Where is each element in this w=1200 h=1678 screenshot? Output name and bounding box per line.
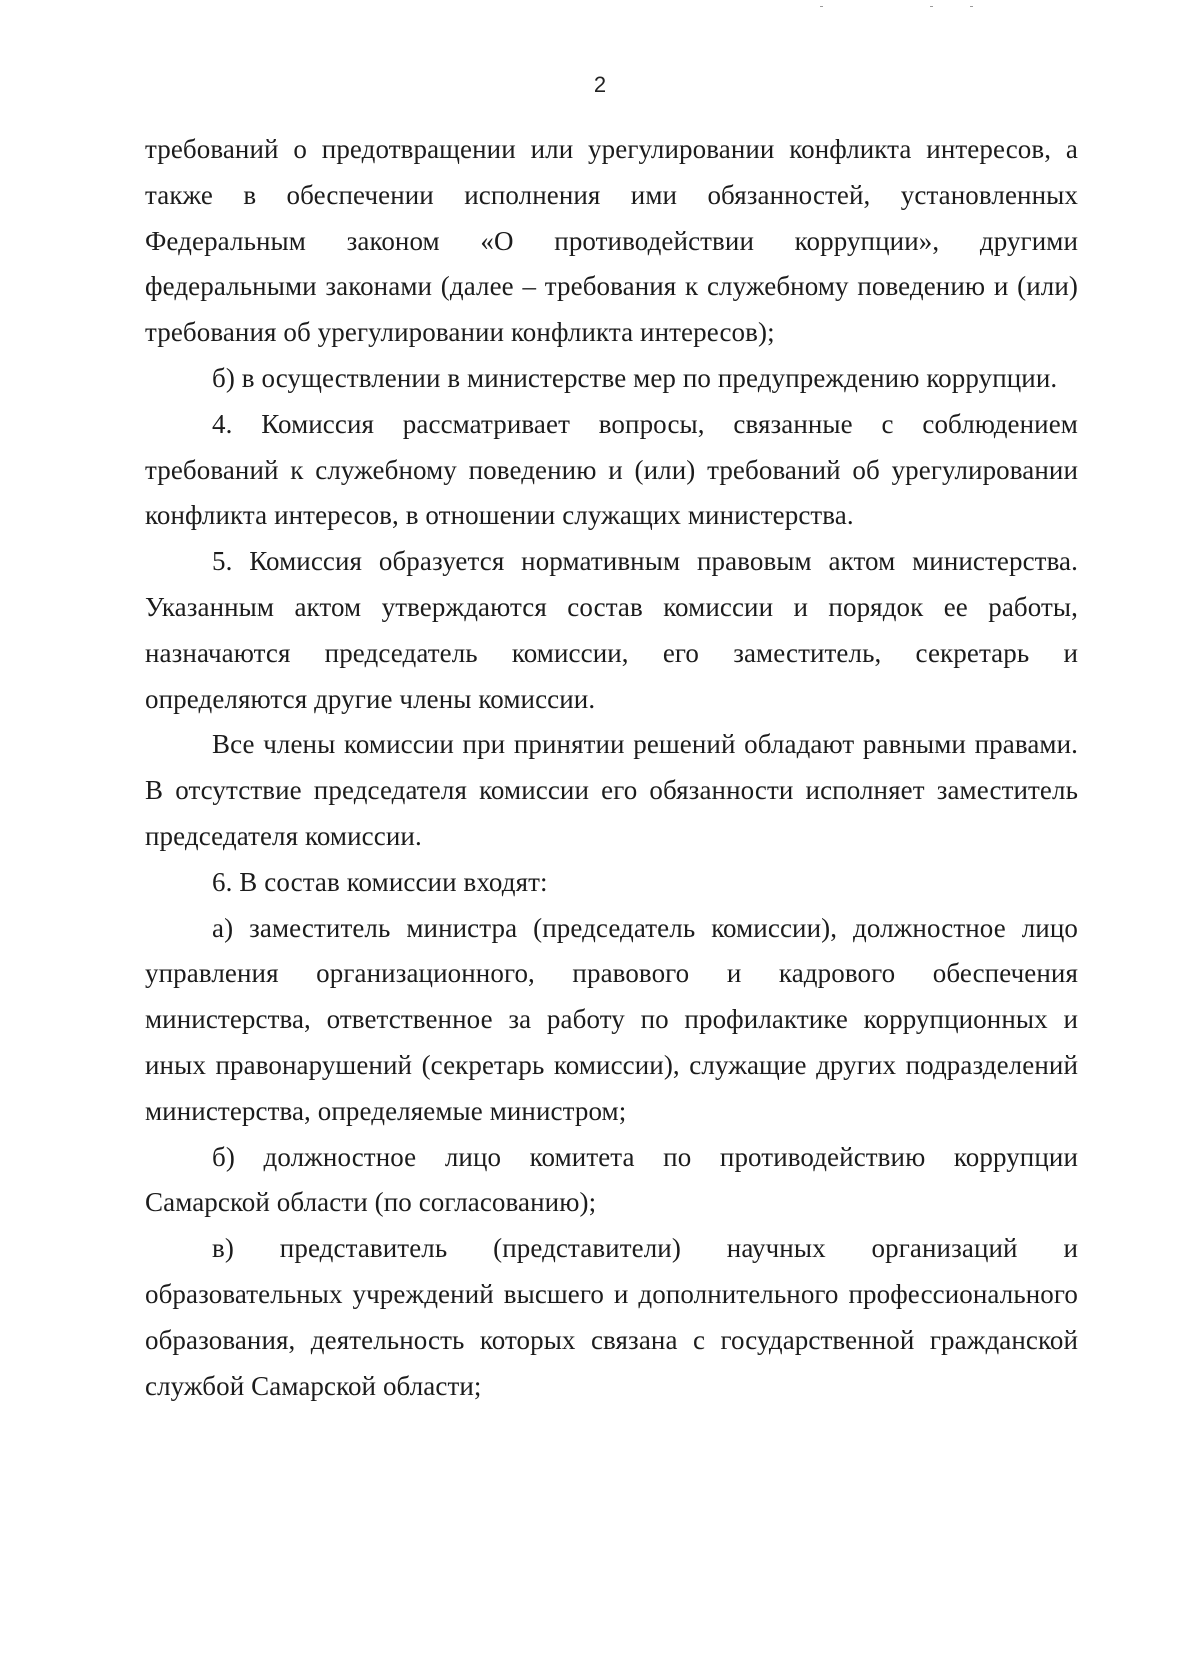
paragraph-item-b-committee-official: б) должностное лицо комитета по противодействию коррупции Самарской области (по согласованию); xyxy=(145,1141,1078,1218)
paragraph-clause-4: 4. Комиссия рассматривает вопросы, связанные с соблюдением требований к служебному поведению и (или) требований об урегулировании конфликта интересов, в отношении служащих министерства. xyxy=(145,408,1078,531)
document-body xyxy=(145,127,1078,1409)
scan-speck xyxy=(820,6,823,7)
scan-artifacts xyxy=(820,4,1000,10)
page-number: 2 xyxy=(593,72,607,97)
paragraph-members-equal-rights: Все члены комиссии при принятии решений обладают равными правами. В отсутствие председателя комиссии его обязанности исполняет заместитель председателя комиссии. xyxy=(145,729,1078,851)
paragraph-item-b-anticorruption-measures: б) в осуществлении в министерстве мер по предупреждению коррупции. xyxy=(212,362,1058,393)
paragraph-item-a-members: а) заместитель министра (председатель комиссии), должностное лицо управления организационного, правового и кадрового обеспечения министерства, ответственное за работу по профилактике коррупционных и иных правонарушений (секретарь комиссии), служащие других подразделений министерства, определяемые министром; xyxy=(145,912,1078,1126)
paragraph-clause-5: 5. Комиссия образуется нормативным правовым актом министерства. Указанным актом утверждаются состав комиссии и порядок ее работы, назначаются председатель комиссии, его заместитель, секретарь и определяются другие члены комиссии. xyxy=(145,546,1078,714)
paragraph-requirements-continued: требований о предотвращении или урегулировании конфликта интересов, а также в обеспечении исполнения ими обязанностей, установленных Федеральным законом «О противодействии коррупции», другими федеральными законами (далее – требования к служебному поведению и (или) требования об урегулировании конфликта интересов); xyxy=(145,134,1078,348)
paragraph-clause-6: 6. В состав комиссии входят: xyxy=(212,866,548,897)
scan-speck xyxy=(970,6,973,7)
paragraph-item-v-representatives: в) представитель (представители) научных организаций и образовательных учреждений высшего и дополнительного профессионального образования, деятельность которых связана с государственной гражданской службой Самарской области; xyxy=(145,1233,1078,1401)
scan-speck xyxy=(930,6,933,7)
